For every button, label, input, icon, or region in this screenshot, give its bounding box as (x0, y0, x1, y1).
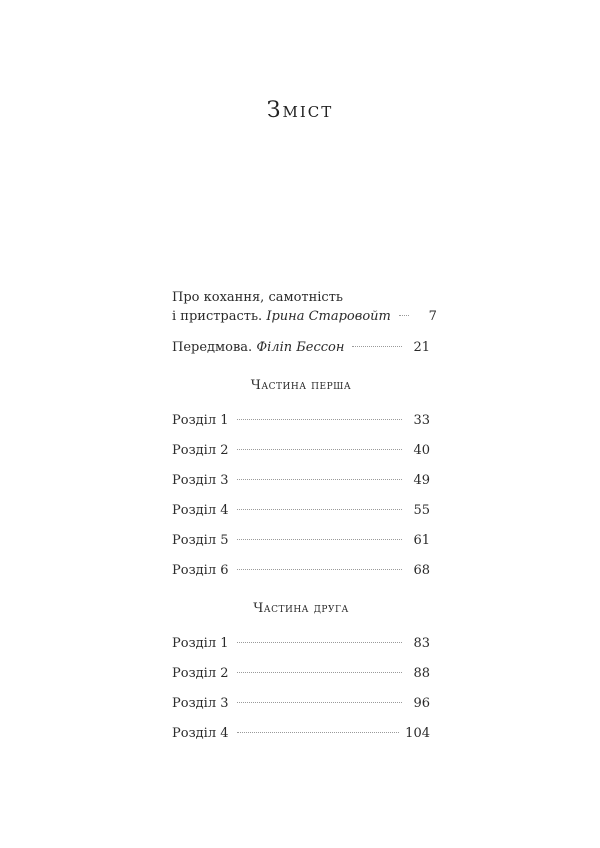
toc-entry-intro[interactable] (172, 288, 437, 326)
toc-page-number: 7 (428, 309, 437, 324)
toc-page-number: 21 (413, 340, 430, 355)
dot-leader (352, 346, 402, 347)
part-heading-2: Частина друга (253, 601, 349, 616)
toc-entry-chapter[interactable] (172, 471, 430, 490)
dot-leader (237, 449, 403, 450)
toc-entry-chapter[interactable] (172, 561, 430, 580)
dot-leader (237, 642, 403, 643)
toc-entry-label: і пристрасть. (172, 309, 263, 324)
toc-entry-label: Розділ 4 (172, 503, 229, 518)
toc-entry-chapter[interactable] (172, 441, 430, 460)
toc-page-number: 49 (413, 473, 430, 488)
toc-page-number: 61 (413, 533, 430, 548)
toc-entry-label: Розділ 1 (172, 413, 229, 428)
toc-page-number: 68 (413, 563, 430, 578)
toc-entry-label-line1: Про кохання, самотність (172, 290, 343, 305)
toc-page-number: 40 (413, 443, 430, 458)
toc-entry-author: Філіп Бессон (256, 340, 345, 355)
toc-entry-label: Розділ 6 (172, 563, 229, 578)
toc-entry-label: Розділ 3 (172, 473, 229, 488)
toc-entry-chapter[interactable] (172, 634, 430, 653)
toc-page-number: 83 (413, 636, 430, 651)
dot-leader (399, 315, 409, 316)
dot-leader (237, 732, 400, 733)
toc-page-number: 88 (413, 666, 430, 681)
toc-entry-label: Розділ 4 (172, 726, 229, 741)
toc-entry-chapter[interactable] (172, 411, 430, 430)
dot-leader (237, 702, 403, 703)
toc-entry-label: Розділ 2 (172, 666, 229, 681)
toc-entry-chapter[interactable] (172, 501, 430, 520)
toc-entry-preface[interactable] (172, 338, 430, 357)
toc-entry-label: Розділ 1 (172, 636, 229, 651)
toc-page-number: 33 (413, 413, 430, 428)
toc-entry-label: Розділ 5 (172, 533, 229, 548)
toc-entry-chapter[interactable] (172, 664, 430, 683)
toc-entry-author: Ірина Старовойт (266, 309, 391, 324)
toc-entry-label: Розділ 2 (172, 443, 229, 458)
toc-entry-chapter[interactable] (172, 694, 430, 713)
toc-entry-chapter[interactable] (172, 724, 430, 743)
toc-entry-chapter[interactable] (172, 531, 430, 550)
toc-page-number: 55 (413, 503, 430, 518)
dot-leader (237, 419, 403, 420)
toc-entry-label: Розділ 3 (172, 696, 229, 711)
page-title: Зміст (266, 98, 334, 123)
dot-leader (237, 479, 403, 480)
toc-page-number: 96 (413, 696, 430, 711)
toc-page-number: 104 (405, 726, 430, 741)
toc-entry-label: Передмова. (172, 340, 253, 355)
part-heading-1: Частина перша (250, 378, 352, 393)
dot-leader (237, 672, 403, 673)
dot-leader (237, 539, 403, 540)
dot-leader (237, 509, 403, 510)
dot-leader (237, 569, 403, 570)
